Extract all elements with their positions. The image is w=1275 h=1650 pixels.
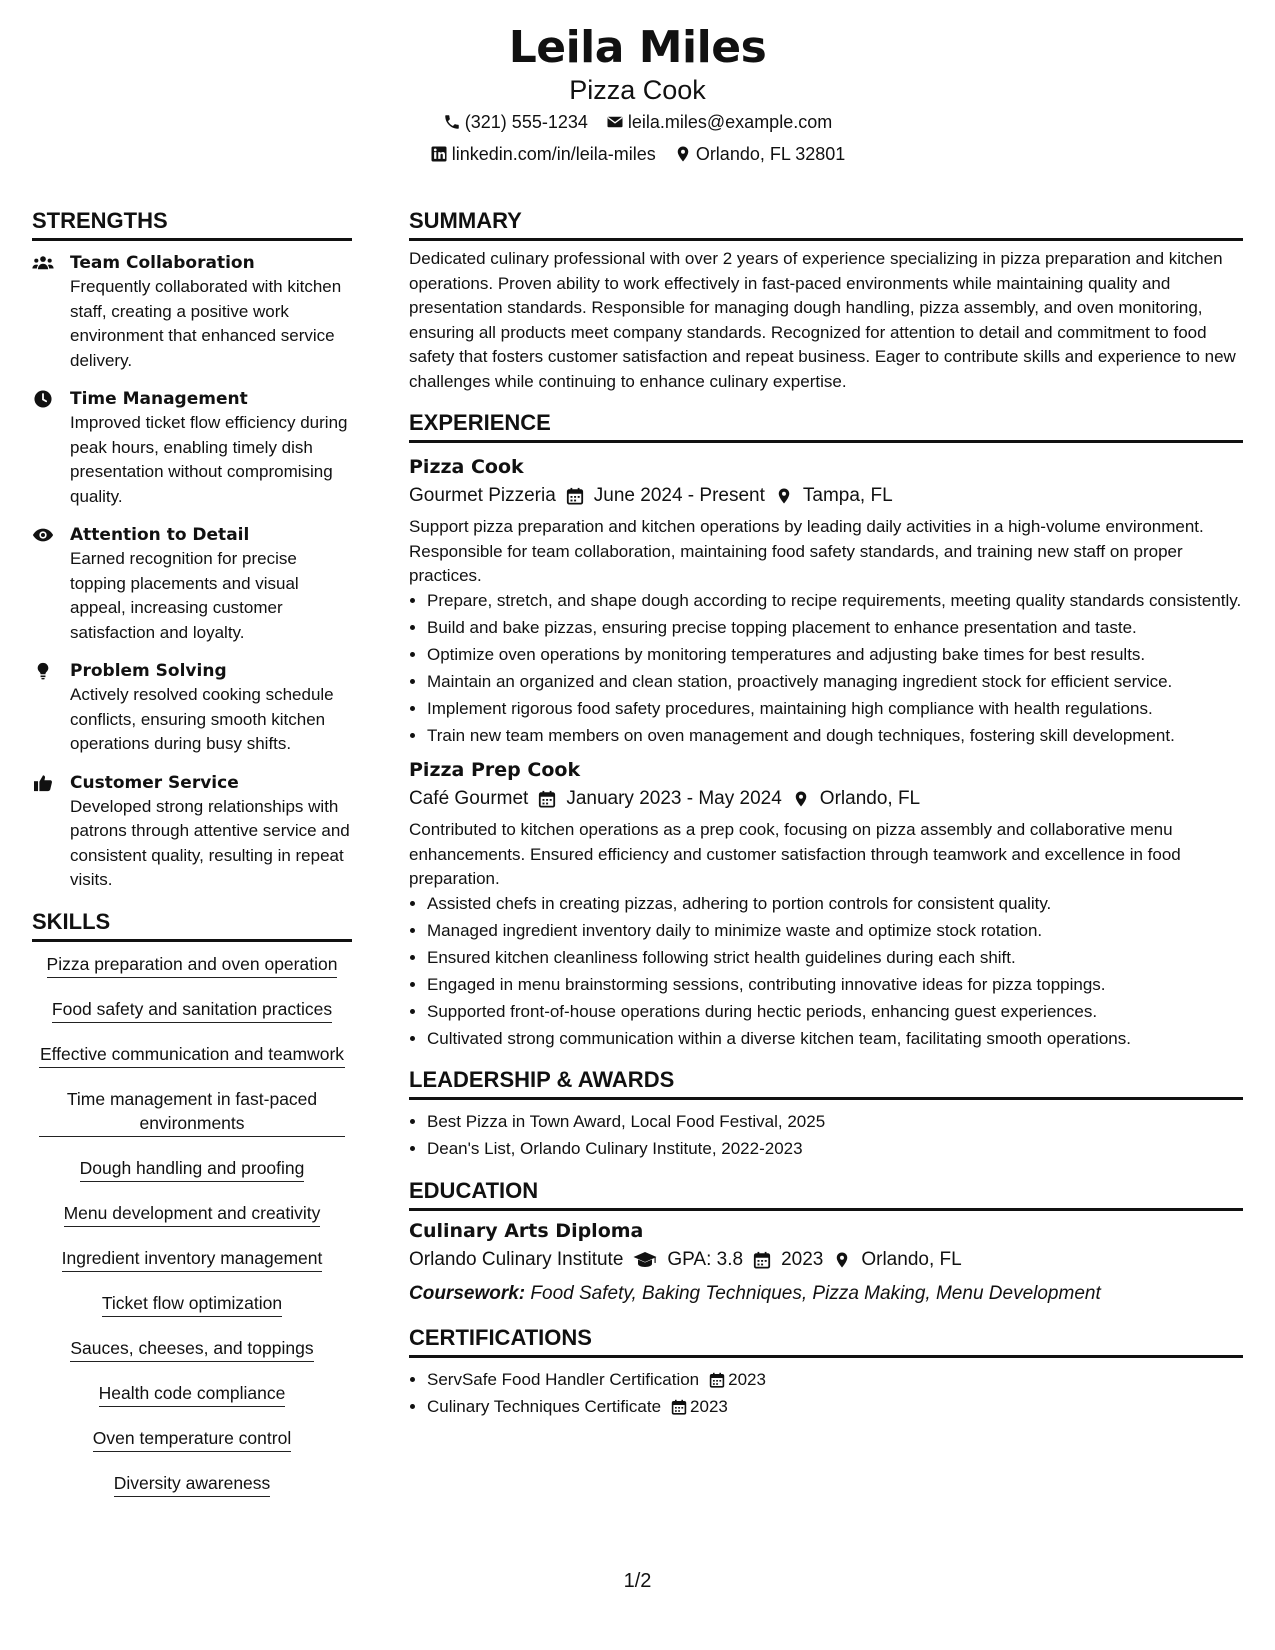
page-indicator: 1/2 <box>623 1570 652 1592</box>
coursework <box>409 1279 1243 1309</box>
skill-tag: Ingredient inventory management <box>62 1246 323 1272</box>
strengths-heading: STRENGTHS <box>32 206 352 241</box>
graduation-cap-icon <box>633 1251 657 1269</box>
job-description: Support pizza preparation and kitchen operations by leading daily activities in a high-volume environment. Responsible for team collaboration, maintaining food safety standards, and training new staff on proper practices. <box>409 517 1204 585</box>
list-item: • Dean's List, Orlando Culinary Institute, 2022-2023 <box>427 1137 1243 1162</box>
coursework-label: Coursework: <box>409 1282 526 1304</box>
list-item: • Best Pizza in Town Award, Local Food Festival, 2025 <box>427 1110 1243 1135</box>
phone-icon <box>443 113 461 131</box>
linkedin-icon <box>430 145 448 163</box>
strength-item <box>32 771 352 893</box>
thumbs-up-icon <box>32 771 70 893</box>
list-item: • Engaged in menu brainstorming sessions, contributing innovative ideas for pizza toppings. <box>427 973 1243 998</box>
right-column <box>409 206 1243 1422</box>
list-item: • Optimize oven operations by monitoring temperatures and adjusting bake times for best results. <box>427 643 1243 668</box>
email-text[interactable]: leila.miles@example.com <box>627 112 833 132</box>
leadership-heading: LEADERSHIP & AWARDS <box>409 1065 1243 1100</box>
job-location-item <box>792 784 920 814</box>
list-item: • Implement rigorous food safety procedures, maintaining high compliance with health regulations. <box>427 697 1243 722</box>
skill-tag: Oven temperature control <box>93 1426 291 1452</box>
list-item: • Assisted chefs in creating pizzas, adhering to portion controls for consistent quality. <box>427 892 1243 917</box>
job-location: Tampa, FL <box>802 485 893 506</box>
calendar-icon <box>709 1372 725 1388</box>
skills-heading: SKILLS <box>32 907 352 942</box>
edu-location: Orlando, FL <box>861 1248 962 1270</box>
skill-tag: Dough handling and proofing <box>80 1156 305 1182</box>
gpa-text: GPA: 3.8 <box>667 1248 744 1270</box>
coursework-text: Food Safety, Baking Techniques, Pizza Making, Menu Development <box>530 1282 1101 1304</box>
leadership-list <box>409 1110 1243 1162</box>
map-pin-icon <box>674 145 692 163</box>
skill-tag: Ticket flow optimization <box>102 1291 282 1317</box>
edu-year-item <box>753 1245 823 1275</box>
strength-desc: Earned recognition for precise topping placements and visual appeal, increasing customer satisfaction and loyalty. <box>70 549 299 642</box>
skill-tag: Pizza preparation and oven operation <box>47 952 338 978</box>
email-item[interactable] <box>606 106 832 138</box>
job-bullets <box>409 589 1243 749</box>
list-item: • Ensured kitchen cleanliness following strict health guidelines during each shift. <box>427 946 1243 971</box>
skill-tag: Food safety and sanitation practices <box>52 997 332 1023</box>
strength-name: Time Management <box>70 389 248 409</box>
job-company: Gourmet Pizzeria <box>409 485 556 506</box>
certifications-heading: CERTIFICATIONS <box>409 1323 1243 1358</box>
cert-name: • Culinary Techniques Certificate <box>427 1396 662 1416</box>
list-item <box>427 1368 1243 1393</box>
strength-item <box>32 659 352 757</box>
calendar-icon <box>753 1251 771 1269</box>
linkedin-item[interactable] <box>430 138 656 170</box>
strength-name: Customer Service <box>70 772 239 793</box>
degree-title: Culinary Arts Diploma <box>409 1219 644 1242</box>
job-meta <box>409 481 1243 511</box>
calendar-icon <box>538 790 556 808</box>
map-pin-icon <box>775 487 793 505</box>
candidate-name: Leila Miles <box>508 22 767 73</box>
map-pin-icon <box>792 790 810 808</box>
strength-item <box>32 523 352 645</box>
lightbulb-icon <box>32 659 70 757</box>
strength-desc: Actively resolved cooking schedule conflicts, ensuring smooth kitchen operations during busy shifts. <box>70 685 334 753</box>
job-entry <box>409 756 1243 1051</box>
resume-header <box>0 18 1275 170</box>
job-location-item <box>775 481 893 511</box>
cert-year: 2023 <box>690 1396 728 1416</box>
job-bullets <box>409 892 1243 1052</box>
contact-row-1 <box>0 106 1275 138</box>
job-dates-item <box>538 784 781 814</box>
phone-item <box>443 106 588 138</box>
strength-item <box>32 387 352 509</box>
gpa-item <box>633 1245 743 1275</box>
job-title: Pizza Cook <box>409 456 524 478</box>
edu-location-item <box>833 1245 961 1275</box>
skills-list <box>32 952 352 1516</box>
job-dates: June 2024 - Present <box>593 485 765 506</box>
linkedin-text[interactable]: linkedin.com/in/leila-miles <box>451 144 656 164</box>
list-item: • Maintain an organized and clean station, proactively managing ingredient stock for efficient service. <box>427 670 1243 695</box>
calendar-icon <box>671 1399 687 1415</box>
education-heading: EDUCATION <box>409 1176 1243 1211</box>
job-company: Café Gourmet <box>409 788 529 809</box>
skill-tag: Time management in fast-paced environments <box>39 1087 345 1137</box>
strength-name: Problem Solving <box>70 661 227 681</box>
list-item: • Train new team members on oven management and dough techniques, fostering skill development. <box>427 724 1243 749</box>
strength-desc: Developed strong relationships with patrons through attentive service and consistent quality, resulting in repeat visits. <box>70 796 350 889</box>
job-dates-item <box>566 481 765 511</box>
eye-icon <box>32 523 70 645</box>
summary-text: Dedicated culinary professional with over 2 years of experience specializing in pizza preparation and kitchen operations. Proven ability to work effectively in fast-paced environments while maintaining quality and presentation standards. Responsible for managing dough handling, pizza assembly, and oven monitoring, ensuring all products meet company standards. Recognized for attention to detail and commitment to food safety that fosters customer satisfaction and repeat business. Eager to contribute skills and experience to new challenges while continuing to enhance culinary expertise. <box>409 249 1236 391</box>
education-meta <box>409 1245 1243 1275</box>
summary-heading: SUMMARY <box>409 206 1243 241</box>
strength-name: Attention to Detail <box>70 525 250 545</box>
clock-icon <box>32 387 70 509</box>
experience-heading: EXPERIENCE <box>409 408 1243 443</box>
phone-text: (321) 555-1234 <box>464 112 588 132</box>
location-item <box>674 138 845 170</box>
list-item: • Prepare, stretch, and shape dough according to recipe requirements, meeting quality standards consistently. <box>427 589 1243 614</box>
list-item: • Cultivated strong communication within a diverse kitchen team, facilitating smooth operations. <box>427 1027 1243 1052</box>
strength-desc: Frequently collaborated with kitchen staff, creating a positive work environment that enhanced service delivery. <box>70 277 342 370</box>
school-name: Orlando Culinary Institute <box>409 1248 624 1270</box>
skill-tag: Sauces, cheeses, and toppings <box>70 1336 313 1362</box>
calendar-icon <box>566 487 584 505</box>
list-item <box>427 1395 1243 1420</box>
list-item: • Supported front-of-house operations during hectic periods, enhancing guest experiences. <box>427 1000 1243 1025</box>
job-meta <box>409 784 1243 814</box>
job-entry <box>409 453 1243 748</box>
contact-row-2 <box>0 138 1275 170</box>
certifications-list <box>409 1368 1243 1420</box>
skill-tag: Menu development and creativity <box>64 1201 321 1227</box>
cert-name: • ServSafe Food Handler Certification <box>427 1369 700 1389</box>
cert-year: 2023 <box>728 1369 766 1389</box>
list-item: • Managed ingredient inventory daily to minimize waste and optimize stock rotation. <box>427 919 1243 944</box>
list-item: • Build and bake pizzas, ensuring precise topping placement to enhance presentation and taste. <box>427 616 1243 641</box>
job-title: Pizza Prep Cook <box>409 759 581 781</box>
strength-name: Team Collaboration <box>70 253 255 273</box>
strength-desc: Improved ticket flow efficiency during peak hours, enabling timely dish presentation without compromising quality. <box>70 413 348 506</box>
candidate-title: Pizza Cook <box>569 75 706 105</box>
left-column <box>32 206 352 1516</box>
job-dates: January 2023 - May 2024 <box>566 788 782 809</box>
skill-tag: Diversity awareness <box>114 1471 271 1497</box>
edu-year: 2023 <box>781 1248 824 1270</box>
strength-item <box>32 251 352 373</box>
job-location: Orlando, FL <box>819 788 921 809</box>
users-icon <box>32 251 70 373</box>
map-pin-icon <box>833 1251 851 1269</box>
envelope-icon <box>606 113 624 131</box>
job-description: Contributed to kitchen operations as a prep cook, focusing on pizza assembly and collaborative menu enhancements. Ensured efficiency and customer satisfaction through teamwork and excellence in food preparation. <box>409 820 1181 888</box>
skill-tag: Health code compliance <box>99 1381 286 1407</box>
location-text: Orlando, FL 32801 <box>695 144 846 164</box>
skill-tag: Effective communication and teamwork <box>39 1042 345 1068</box>
